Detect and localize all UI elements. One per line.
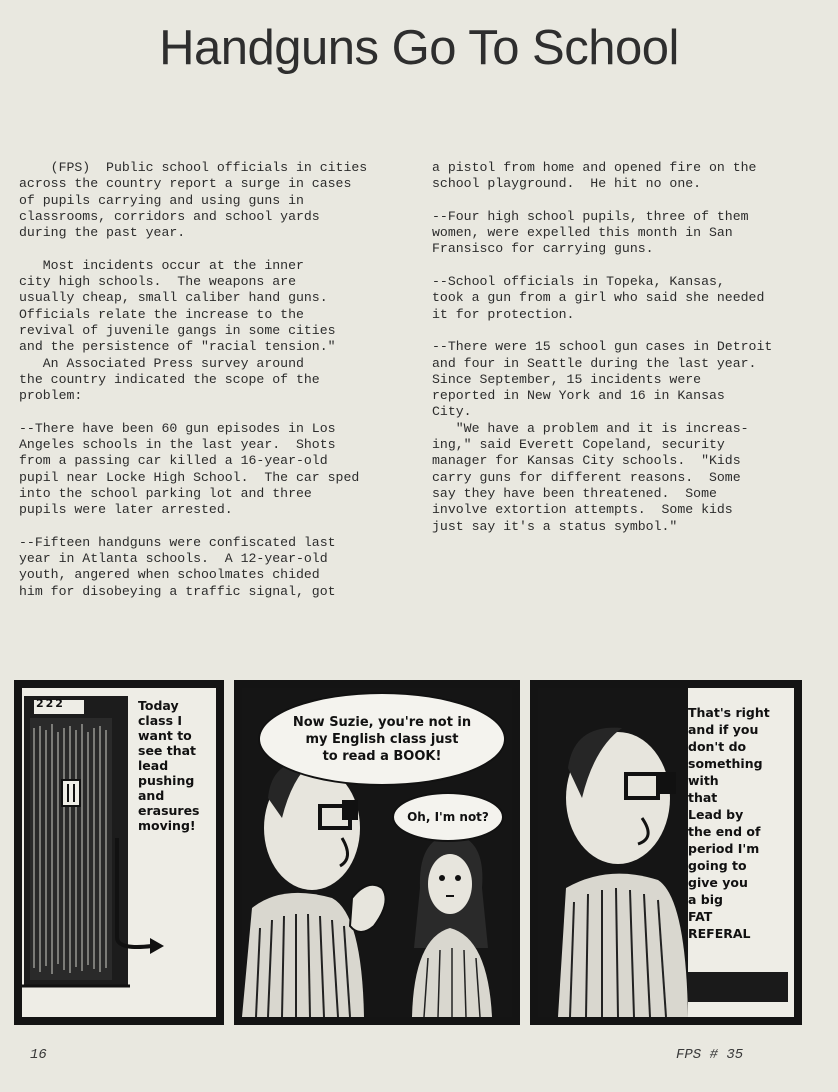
- student-speech-bubble: Oh, I'm not?: [392, 792, 504, 842]
- comic-panel-1: [14, 680, 224, 1025]
- article-column-left: [19, 160, 399, 616]
- paragraph: (FPS) Public school officials in cities across the country report a surge in cases of pupils carrying and using guns in classrooms, corridors and school yards during the past year.: [19, 160, 368, 241]
- teacher-caption: That's right and if you don't do something with that Lead by the end of period I'm going to give you a big FAT REFERAL: [688, 705, 770, 941]
- paragraph: --School officials in Topeka, Kansas, took a gun from a girl who said she needed it for protection.: [432, 274, 765, 322]
- paragraph: --Fifteen handguns were confiscated last year in Atlanta schools. A 12-year-old youth, angered when schoolmates chided him for disobeying a traffic signal, got: [19, 534, 336, 599]
- paragraph: "We have a problem and it is increas- ing," said Everett Copeland, security manager for Kansas City schools. "Kids carry guns for different reasons. Some say they have been threatened. Some involve extortion attempts. Some kids just say it's a status symbol.": [432, 420, 749, 534]
- paragraph: Most incidents occur at the inner city high schools. The weapons are usually cheap, small caliber hand guns. Officials relate the increase to the revival of juvenile gangs in some cities and the persistence of "racial tension.": [19, 257, 336, 355]
- comic-panel-3: [530, 680, 802, 1025]
- paragraph: An Associated Press survey around the country indicated the scope of the problem:: [19, 355, 320, 404]
- paragraph: a pistol from home and opened fire on the school playground. He hit no one.: [432, 160, 757, 192]
- article-title: Handguns Go To School: [159, 21, 679, 75]
- paragraph: --There have been 60 gun episodes in Los Angeles schools in the last year. Shots from a passing car killed a 16-year-old pupil near Locke High School. The car sped into the school parking lot and three pupils were later arrested.: [19, 420, 360, 518]
- paragraph: --There were 15 school gun cases in Detroit and four in Seattle during the last year. Since September, 15 incidents were reported in New York and 16 in Kansas City.: [432, 339, 773, 420]
- teacher-caption: Today class I want to see that lead pushing and erasures moving!: [138, 698, 200, 833]
- teacher-speech-bubble: Now Suzie, you're not in my English class just to read a BOOK!: [258, 692, 506, 786]
- article-column-right: [432, 160, 812, 551]
- paragraph: --Four high school pupils, three of them women, were expelled this month in San Fransisco for carrying guns.: [432, 208, 749, 257]
- door-number: 222: [36, 697, 65, 710]
- page-number: 16: [30, 1047, 47, 1063]
- comic-panel-2: [234, 680, 520, 1025]
- issue-label: FPS # 35: [676, 1047, 744, 1063]
